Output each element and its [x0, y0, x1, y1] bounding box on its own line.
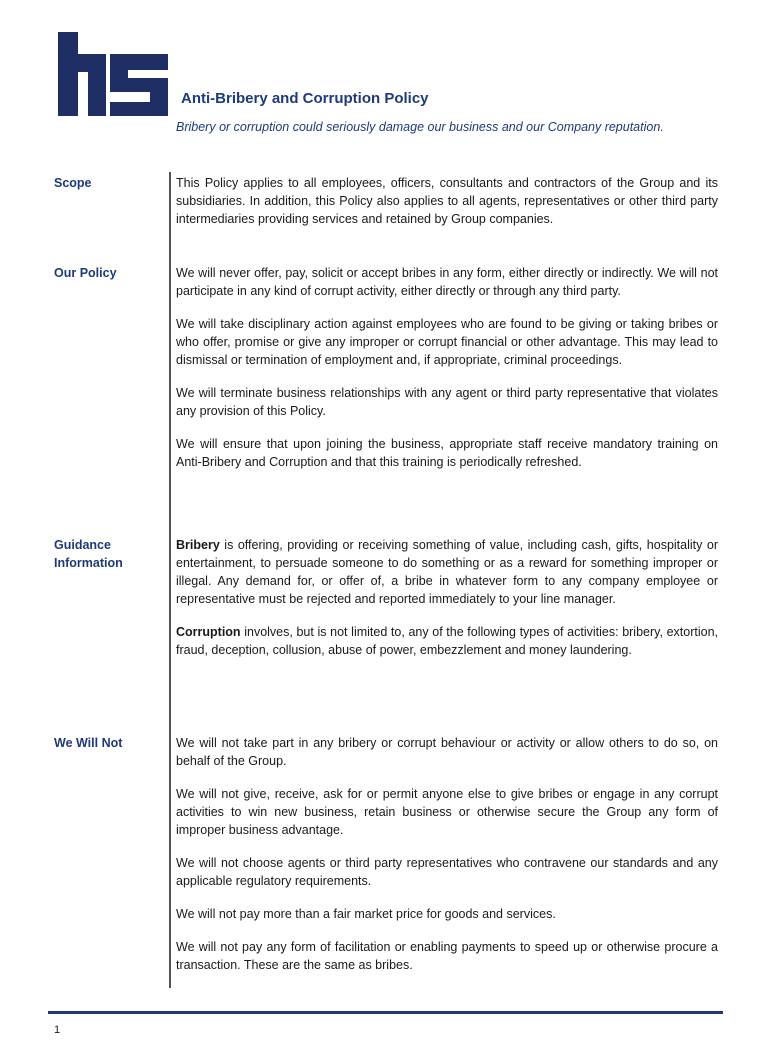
- paragraph: We will not give, receive, ask for or permit anyone else to give bribes or engage in any corrupt activities to win new business, retain business or otherwise secure the Group any form of improper business advantage.: [176, 787, 718, 837]
- paragraph: We will not pay more than a fair market price for goods and services.: [176, 907, 556, 921]
- section-our-policy: [176, 264, 718, 486]
- section-label-we-will-not: We Will Not: [54, 736, 123, 750]
- company-logo: [58, 32, 168, 116]
- page-title: Anti-Bribery and Corruption Policy: [181, 90, 429, 107]
- footer-rule: [48, 1011, 723, 1014]
- term-bribery: Bribery: [176, 538, 220, 552]
- section-label-our-policy: Our Policy: [54, 266, 117, 280]
- paragraph: This Policy applies to all employees, officers, consultants and contractors of the Group and its subsidiaries. In addition, this Policy also applies to all agents, representatives or other third party intermediaries providing services and retained by Group companies.: [176, 176, 718, 226]
- page-subtitle: Bribery or corruption could seriously damage our business and our Company reputation.: [176, 120, 664, 134]
- paragraph: We will never offer, pay, solicit or accept bribes in any form, either directly or indirectly. We will not participate in any kind of corrupt activity, either directly or through any third party.: [176, 266, 718, 298]
- column-divider: [169, 172, 171, 988]
- page-number: 1: [54, 1024, 61, 1036]
- section-guidance-information: [176, 536, 718, 674]
- section-label-guidance-information: Guidance Information: [54, 538, 123, 570]
- paragraph: We will terminate business relationships with any agent or third party representative that violates any provision of this Policy.: [176, 386, 718, 418]
- paragraph: We will not take part in any bribery or corrupt behaviour or activity or allow others to do so, on behalf of the Group.: [176, 736, 718, 768]
- section-label-scope: Scope: [54, 176, 92, 190]
- section-scope: [176, 174, 718, 243]
- paragraph: We will not choose agents or third party representatives who contravene our standards and any applicable regulatory requirements.: [176, 856, 718, 888]
- paragraph: Corruption involves, but is not limited to, any of the following types of activities: bribery, extortion, fraud, deception, collusion, abuse of power, embezzlement and money laundering.: [176, 625, 718, 657]
- paragraph: We will not pay any form of facilitation or enabling payments to speed up or otherwise procure a transaction. These are the same as bribes.: [176, 940, 718, 972]
- paragraph: We will ensure that upon joining the business, appropriate staff receive mandatory training on Anti-Bribery and Corruption and that this training is periodically refreshed.: [176, 437, 718, 469]
- section-we-will-not: [176, 734, 718, 989]
- term-corruption: Corruption: [176, 625, 241, 639]
- paragraph: We will take disciplinary action against employees who are found to be giving or taking bribes or who offer, promise or give any improper or corrupt financial or other advantage. This may lead to dismissal or termination of employment and, if appropriate, criminal proceedings.: [176, 317, 718, 367]
- paragraph: Bribery is offering, providing or receiving something of value, including cash, gifts, hospitality or entertainment, to persuade someone to do something or as a reward for something improper or illegal. Any demand for, or offer of, a bribe in whatever form to any company employee or representative must be rejected and reported immediately to your line manager.: [176, 538, 718, 606]
